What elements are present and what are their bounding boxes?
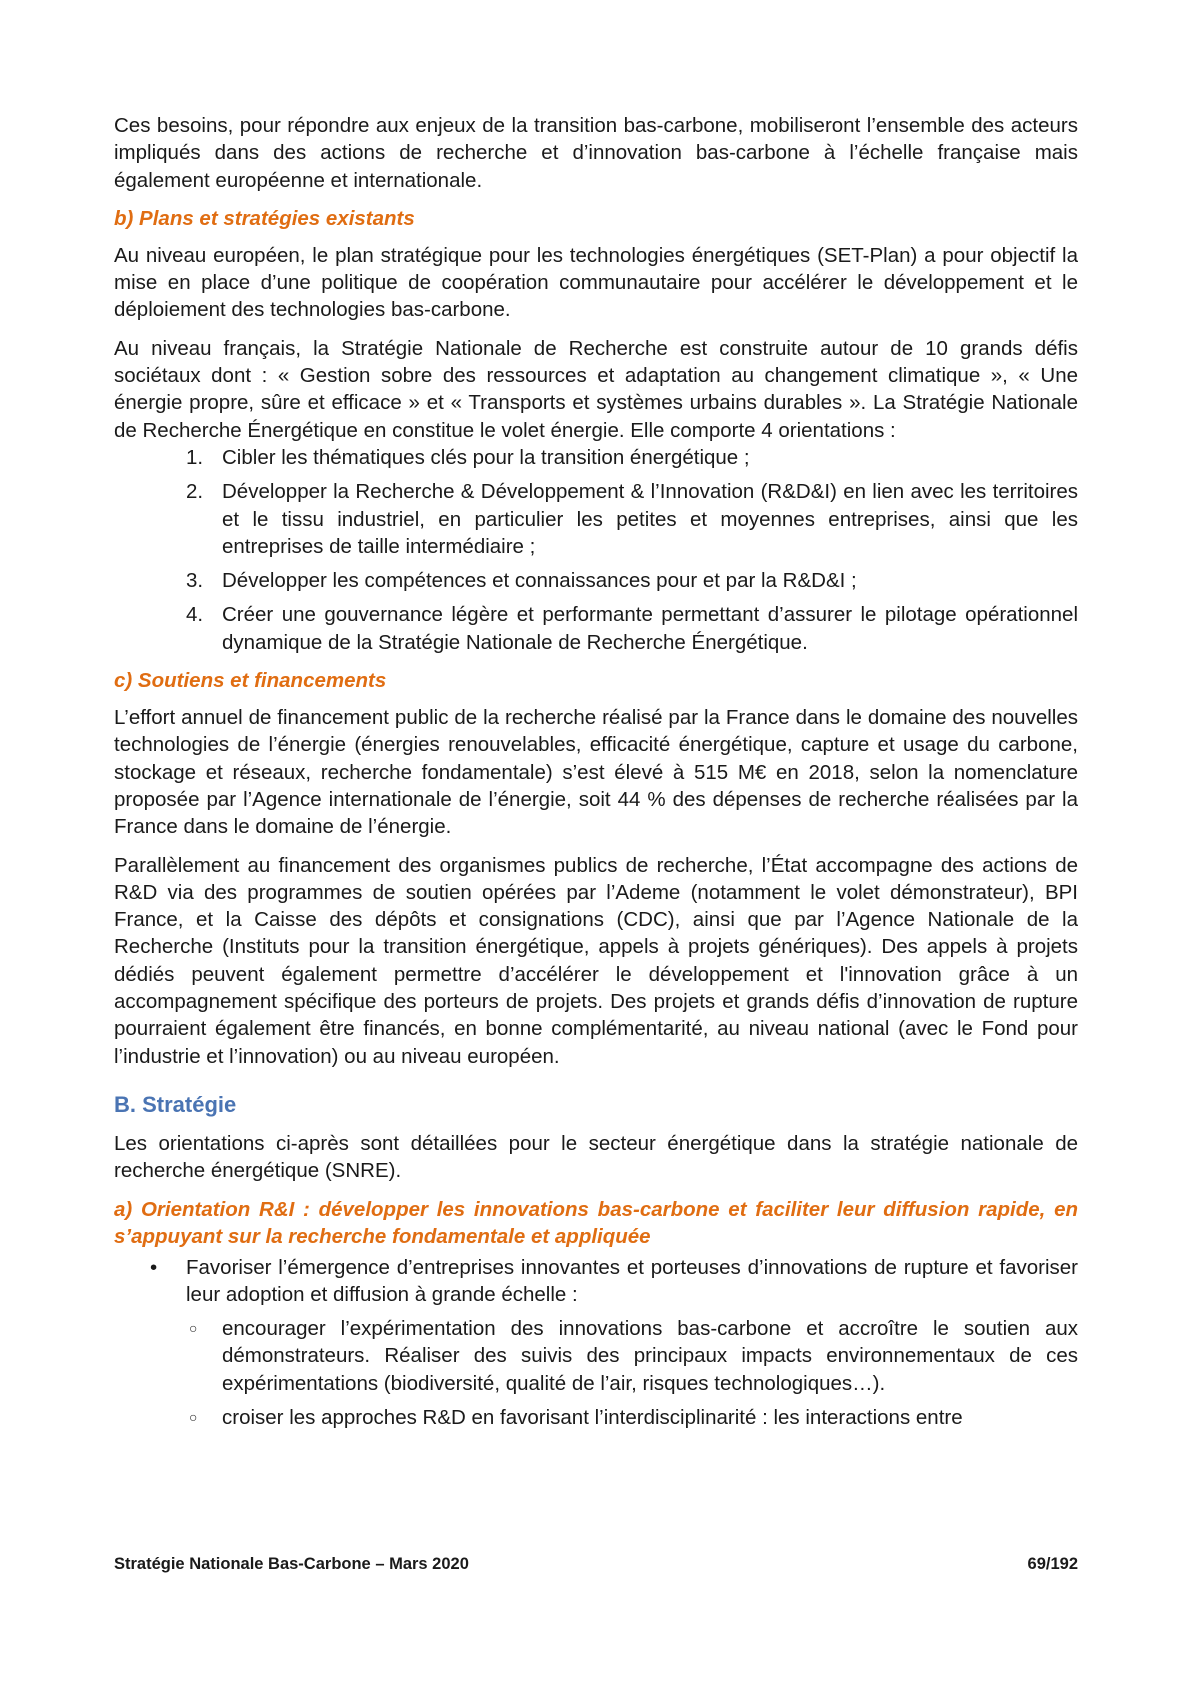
list-item xyxy=(114,478,1078,560)
paragraph-besoins: Ces besoins, pour répondre aux enjeux de la transition bas-carbone, mobiliseront l’ensemble des acteurs impliqués dans des actions de recherche et d’innovation bas-carbone à l’échelle française mais également européenne et internationale. xyxy=(114,114,1078,192)
circle-bullet-icon: ○ xyxy=(189,1408,198,1425)
subheading-plans-strategies: b) Plans et stratégies existants xyxy=(114,206,415,230)
footer-title: Stratégie Nationale Bas-Carbone – Mars 2020 xyxy=(114,1555,469,1573)
page-number: 69/192 xyxy=(1027,1555,1078,1573)
subheading-orientation-ri: a) Orientation R&I : développer les innovations bas-carbone et faciliter leur diffusion rapide, en s’appuyant sur la recherche fondamentale et appliquée xyxy=(114,1197,1078,1248)
list-item xyxy=(114,444,1078,471)
orientations-list xyxy=(114,444,1078,656)
paragraph-effort-annuel: L’effort annuel de financement public de la recherche réalisé par la France dans le domaine des nouvelles technologies de l’énergie (énergies renouvelables, efficacité énergétique, capture et usage du carbone, stockage et réseaux, recherche fondamentale) s’est élevé à 515 M€ en 2018, selon la nomenclature proposée par l’Agence internationale de l’énergie, soit 44 % des dépenses de recherche réalisées par la France dans le domaine de l’énergie. xyxy=(114,706,1078,839)
list-number: 2. xyxy=(186,480,204,504)
list-item xyxy=(114,1254,1078,1432)
sub-bullet-text: croiser les approches R&D en favorisant l’interdisciplinarité : les interactions entre xyxy=(222,1405,963,1429)
list-item xyxy=(114,567,1078,594)
bullet-icon: • xyxy=(150,1255,158,1279)
subheading-soutiens-financements: c) Soutiens et financements xyxy=(114,669,387,693)
list-item-text: Développer la Recherche & Développement & l’Innovation (R&D&I) en lien avec les territoires et le tissu industriel, en particulier les petites et moyennes entreprises, ainsi que les entreprises de taille intermédiaire ; xyxy=(222,480,1078,558)
list-item-text: Développer les compétences et connaissances pour et par la R&D&I ; xyxy=(222,569,857,593)
bullet-list xyxy=(114,1254,1078,1432)
list-number: 3. xyxy=(186,569,204,593)
section-heading-strategie: B. Stratégie xyxy=(114,1091,237,1117)
list-number: 1. xyxy=(186,445,204,469)
list-item-text: Cibler les thématiques clés pour la transition énergétique ; xyxy=(222,445,750,469)
list-item xyxy=(186,1315,1078,1397)
list-item xyxy=(186,1404,1078,1431)
list-item xyxy=(114,601,1078,656)
paragraph-orientations-snre: Les orientations ci-après sont détaillées pour le secteur énergétique dans la stratégie nationale de recherche énergétique (SNRE). xyxy=(114,1131,1078,1183)
paragraph-niveau-europeen: Au niveau européen, le plan stratégique pour les technologies énergétiques (SET-Plan) a pour objectif la mise en place d’une politique de coopération communautaire pour accélérer le développement et le déploiement des technologies bas-carbone. xyxy=(114,243,1078,322)
list-item-text: Créer une gouvernance légère et performante permettant d’assurer le pilotage opérationnel dynamique de la Stratégie Nationale de Recherche Énergétique. xyxy=(222,603,1078,654)
bullet-text: Favoriser l’émergence d’entreprises innovantes et porteuses d’innovations de rupture et favoriser leur adoption et diffusion à grande échelle : xyxy=(186,1255,1078,1306)
list-number: 4. xyxy=(186,603,204,627)
paragraph-niveau-francais: Au niveau français, la Stratégie Nationale de Recherche est construite autour de 10 grands défis sociétaux dont : « Gestion sobre des ressources et adaptation au changement climatique », « Une énergie propre, sûre et efficace » et « Transports et systèmes urbains durables ». La Stratégie Nationale de Recherche Énergétique en constitue le volet énergie. Elle comporte 4 orientations : xyxy=(114,336,1078,442)
page-footer xyxy=(114,1555,1078,1574)
paragraph-parallelement: Parallèlement au financement des organismes publics de recherche, l’État accompagne des actions de R&D via des programmes de soutien opérées par l’Ademe (notamment le volet démonstrateur), BPI France, et la Caisse des dépôts et consignations (CDC), ainsi que par l’Agence Nationale de la Recherche (Instituts pour la transition énergétique, appels à projets génériques). Des appels à projets dédiés peuvent également permettre d’accélérer le développement et l'innovation grâce à un accompagnement spécifique des porteurs de projets. Des projets et grands défis d’innovation de rupture pourraient également être financés, en bonne complémentarité, au niveau national (avec le Fond pour l’industrie et l’innovation) ou au niveau européen. xyxy=(114,853,1078,1068)
sub-bullet-list xyxy=(186,1315,1078,1431)
circle-bullet-icon: ○ xyxy=(189,1320,198,1337)
page-content xyxy=(114,112,1078,1438)
sub-bullet-text: encourager l’expérimentation des innovations bas-carbone et accroître le soutien aux démonstrateurs. Réaliser des suivis des principaux impacts environnementaux de ces expérimentations (biodiversité, qualité de l’air, risques technologiques…). xyxy=(222,1317,1078,1395)
